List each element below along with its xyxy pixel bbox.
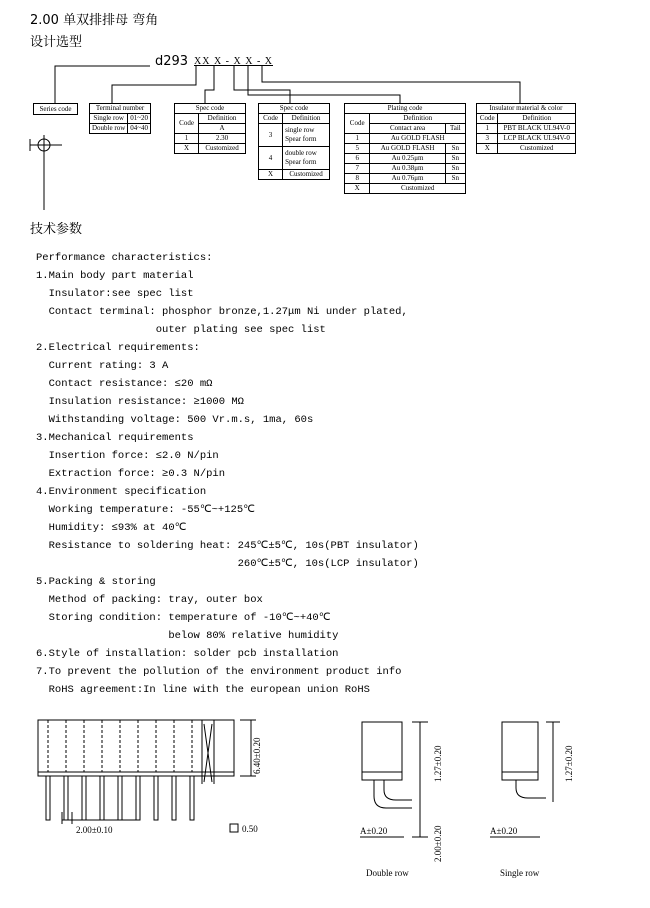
table-cell: PBT BLACK UL94V-0: [498, 124, 576, 134]
table-header: Definition: [283, 114, 330, 124]
table-cell: Sn: [445, 144, 465, 154]
insulator-title: Insulator material & color: [477, 104, 576, 114]
table-cell: 1: [175, 134, 199, 144]
performance-line: 7.To prevent the pollution of the environment product info: [36, 666, 402, 678]
performance-line: Current rating: 3 A: [36, 360, 169, 372]
connector-pin: [172, 776, 176, 820]
table-header: Definition: [498, 114, 576, 124]
table-header: Code: [175, 114, 199, 134]
performance-line: 260℃±5℃, 10s(LCP insulator): [36, 558, 419, 570]
terminal-number-table: [89, 103, 151, 134]
dim-a-double-label: A±0.20: [360, 826, 388, 836]
table-header: Tail: [445, 124, 465, 134]
performance-line: below 80% relative humidity: [36, 630, 339, 642]
table-cell: 04~40: [128, 124, 151, 134]
page-title: 2.00 单双排排母 弯角: [30, 13, 159, 28]
performance-line: RoHS agreement:In line with the european union RoHS: [36, 684, 370, 696]
series-code-box: Series code: [33, 103, 78, 115]
table-header: Definition: [199, 114, 246, 124]
table-cell: 4: [259, 147, 283, 170]
dim-127-single-label: 1.27±0.20: [564, 745, 574, 782]
part-code-suffix: XX X - X X - X: [194, 56, 273, 67]
table-cell: 01~20: [128, 114, 151, 124]
terminal-table-title: Terminal number: [90, 104, 151, 114]
performance-line: Insertion force: ≤2.0 N/pin: [36, 450, 219, 462]
dim-127-double-label: 1.27±0.20: [433, 745, 443, 782]
performance-line: 4.Environment specification: [36, 486, 207, 498]
table-cell: Customized: [498, 144, 576, 154]
table-cell: 7: [345, 164, 370, 174]
table-header: Code: [345, 114, 370, 134]
performance-line: Contact terminal: phosphor bronze,1.27μm Ni under plated,: [36, 306, 408, 318]
table-cell: double row Spear form: [283, 147, 330, 170]
spec-code-table-2: [258, 103, 330, 180]
table-cell: LCP BLACK UL94V-0: [498, 134, 576, 144]
table-cell: single row Spear form: [283, 124, 330, 147]
performance-line: Withstanding voltage: 500 Vr.m.s, 1ma, 60s: [36, 414, 314, 426]
table-cell: 6: [345, 154, 370, 164]
table-header: Code: [259, 114, 283, 124]
performance-line: 3.Mechanical requirements: [36, 432, 194, 444]
connector-pin: [46, 776, 50, 820]
performance-line: Performance characteristics:: [36, 252, 213, 264]
table-cell: Au 0.76μm: [370, 174, 445, 184]
connector-pin: [82, 776, 86, 820]
part-code-prefix: d293: [155, 54, 189, 69]
double-row-label: Double row: [366, 868, 409, 878]
table-cell: Customized: [199, 144, 246, 154]
table-cell: 5: [345, 144, 370, 154]
performance-line: Extraction force: ≥0.3 N/pin: [36, 468, 226, 480]
table-cell: Sn: [445, 164, 465, 174]
table-cell: 3: [259, 124, 283, 147]
table-cell: Customized: [283, 170, 330, 180]
table-cell: Double row: [90, 124, 128, 134]
table-cell: Au 0.25μm: [370, 154, 445, 164]
plating-code-table: [344, 103, 466, 194]
table-cell: X: [175, 144, 199, 154]
table-cell: 8: [345, 174, 370, 184]
performance-line: 5.Packing & storing: [36, 576, 156, 588]
insulator-table: [476, 103, 576, 154]
dim-square-label: 0.50: [242, 824, 258, 834]
connector-pin: [154, 776, 158, 820]
connector-pin: [64, 776, 68, 820]
performance-line: 2.Electrical requirements:: [36, 342, 200, 354]
table-header: Definition: [370, 114, 466, 124]
table-cell: 2.30: [199, 134, 246, 144]
performance-line: Working temperature: -55℃~+125℃: [36, 504, 255, 516]
table-header: Contact area: [370, 124, 445, 134]
dim-height-label: 6.40±0.20: [252, 737, 262, 774]
table-cell: X: [259, 170, 283, 180]
technical-drawing: [0, 712, 650, 908]
table-header: Code: [477, 114, 498, 124]
performance-line: 1.Main body part material: [36, 270, 194, 282]
plating-title: Plating code: [345, 104, 466, 114]
dim-pitch-label: 2.00±0.10: [76, 825, 113, 835]
performance-line: Storing condition: temperature of -10℃~+40℃: [36, 612, 331, 624]
selection-heading: 设计选型: [30, 35, 83, 50]
spec2-title: Spec code: [259, 104, 330, 114]
table-cell: 1: [345, 134, 370, 144]
connector-pin: [100, 776, 104, 820]
table-cell: Sn: [445, 174, 465, 184]
dim-200-label: 2.00±0.20: [433, 825, 443, 862]
performance-line: Humidity: ≤93% at 40℃: [36, 522, 187, 534]
performance-list: [36, 249, 419, 699]
dim-a-single-label: A±0.20: [490, 826, 518, 836]
single-row-label: Single row: [500, 868, 540, 878]
connector-pin: [118, 776, 122, 820]
table-cell: 1: [477, 124, 498, 134]
performance-line: Insulator:see spec list: [36, 288, 194, 300]
spec-code-table-1: [174, 103, 246, 154]
table-cell: Sn: [445, 154, 465, 164]
performance-line: outer plating see spec list: [36, 324, 326, 336]
table-cell: Single row: [90, 114, 128, 124]
performance-line: Resistance to soldering heat: 245℃±5℃, 10s(PBT insulator): [36, 540, 419, 552]
spec1-title: Spec code: [175, 104, 246, 114]
performance-line: 6.Style of installation: solder pcb installation: [36, 648, 339, 660]
connector-pin: [136, 776, 140, 820]
table-cell: Au GOLD FLASH: [370, 144, 445, 154]
tech-heading: 技术参数: [30, 222, 83, 237]
performance-line: Contact resistance: ≤20 mΩ: [36, 378, 213, 390]
table-cell: X: [477, 144, 498, 154]
performance-line: Insulation resistance: ≥1000 MΩ: [36, 396, 244, 408]
performance-line: Method of packing: tray, outer box: [36, 594, 263, 606]
table-cell: A: [199, 124, 246, 134]
table-cell: 3: [477, 134, 498, 144]
table-cell: Au 0.38μm: [370, 164, 445, 174]
connector-pin: [190, 776, 194, 820]
table-cell: Customized: [370, 184, 466, 194]
table-cell: X: [345, 184, 370, 194]
table-cell: Au GOLD FLASH: [370, 134, 466, 144]
